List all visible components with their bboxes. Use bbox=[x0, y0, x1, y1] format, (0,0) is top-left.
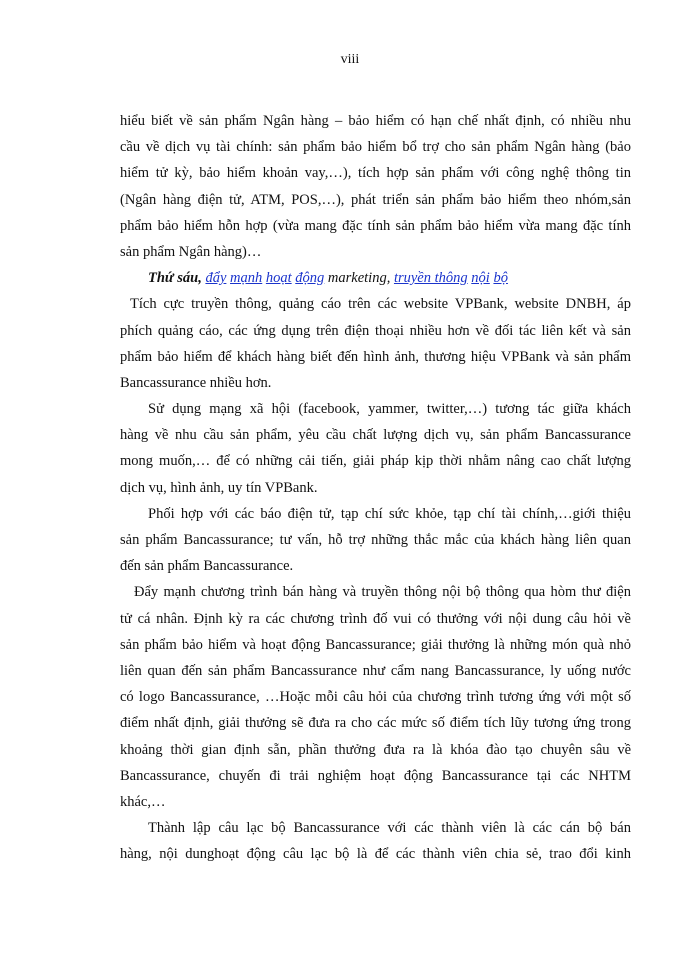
text-line: hiểm tử kỳ, bảo hiểm khoản vay,…), tích hợp sản phẩm với công nghệ thông tin bbox=[120, 165, 631, 182]
text-line: Đẩy mạnh chương trình bán hàng và truyền thông nội bộ thông qua hòm thư điện bbox=[134, 584, 631, 601]
text-line: Bancassurance nhiều hơn. bbox=[120, 374, 272, 391]
text-line: Tích cực truyền thông, quảng cáo trên các website VPBank, website DNBH, áp bbox=[130, 296, 631, 313]
text-line: (Ngân hàng điện tử, ATM, POS,…), phát triển sản phẩm bảo hiểm theo nhóm,sản bbox=[120, 191, 631, 208]
text-line: có logo Bancassurance, …Hoặc mỗi câu hỏi của chương trình tương ứng với một số bbox=[120, 689, 631, 706]
paragraph-1 bbox=[120, 291, 631, 396]
text-line: sản phẩm Ngân hàng)… bbox=[120, 243, 262, 260]
text-line: Phối hợp với các báo điện tử, tạp chí sức khỏe, tạp chí tài chính,…giới thiệu bbox=[148, 505, 631, 522]
text-line: khác,… bbox=[120, 793, 166, 810]
text-line: hàng về nhu cầu sản phẩm, yêu cầu chất lượng dịch vụ, sản phẩm Bancassurance bbox=[120, 427, 631, 444]
text-line: sản phẩm Bancassurance; tư vấn, hỗ trợ những thắc mắc của khách hàng liên quan bbox=[120, 532, 631, 548]
paragraph-5 bbox=[120, 815, 631, 867]
heading-link-2[interactable]: mạnh bbox=[230, 270, 263, 287]
heading-link-1[interactable]: đẩy bbox=[205, 270, 227, 287]
section-heading bbox=[120, 265, 631, 291]
text-line: liên quan đến sản phẩm Bancassurance như cẩm nang Bancassurance, ly uống nước bbox=[120, 662, 631, 679]
text-line: mong muốn,… để có những cải tiến, giải pháp kịp thời nhằm nâng cao chất lượng bbox=[120, 453, 631, 470]
text-line: khoảng thời gian định sẵn, phần thưởng đưa ra là khóa đào tạo chuyên sâu về bbox=[120, 741, 631, 758]
text-line: Thành lập câu lạc bộ Bancassurance với các thành viên là các cán bộ bán bbox=[148, 820, 631, 837]
text-line: dịch vụ, hình ảnh, uy tín VPBank. bbox=[120, 479, 318, 496]
text-line: Sử dụng mạng xã hội (facebook, yammer, twitter,…) tương tác giữa khách bbox=[148, 401, 631, 418]
text-line: đến sản phẩm Bancassurance. bbox=[120, 558, 294, 575]
heading-link-6[interactable]: nội bbox=[471, 270, 490, 287]
text-line: phẩm bảo hiểm để khách hàng biết đến hình ảnh, thương hiệu VPBank và sản phẩm bbox=[120, 348, 631, 365]
heading-text: marketing, bbox=[327, 270, 391, 287]
text-line: cầu về dịch vụ tài chính: sản phẩm bảo hiểm bổ trợ cho sản phẩm Ngân hàng (bảo bbox=[120, 139, 631, 156]
body-text bbox=[120, 108, 631, 867]
paragraph-4 bbox=[120, 579, 631, 815]
text-line: phẩm bảo hiểm hỗn hợp (vừa mang đặc tính sản phẩm bảo hiểm vừa mang đặc tính bbox=[120, 217, 631, 234]
paragraph-intro bbox=[120, 108, 631, 265]
text-line: tử cá nhân. Định kỳ ra các chương trình đố vui có thưởng với nội dung câu hỏi về bbox=[120, 610, 631, 627]
text-line: hiểu biết về sản phẩm Ngân hàng – bảo hiểm có hạn chế nhất định, có nhiều nhu bbox=[120, 113, 631, 129]
text-line: sản phẩm bảo hiểm và hoạt động Bancassurance; giải thưởng là những món quà nhỏ bbox=[120, 636, 631, 653]
paragraph-3 bbox=[120, 501, 631, 580]
heading-lead: Thứ sáu, bbox=[148, 270, 202, 287]
heading-link-5[interactable]: truyền thông bbox=[393, 270, 468, 287]
heading-link-7[interactable]: bộ bbox=[493, 270, 508, 287]
text-line: Bancassurance, chuyến đi trải nghiệm hoạt động Bancassurance tại các NHTM bbox=[120, 767, 631, 784]
text-line: hàng, nội dunghoạt động câu lạc bộ là để các thành viên chia sẻ, trao đổi kinh bbox=[120, 846, 631, 863]
heading-link-4[interactable]: động bbox=[295, 270, 325, 287]
text-line: điểm nhất định, giải thưởng sẽ đưa ra cho các mức số điểm tích lũy tương ứng trong bbox=[120, 715, 631, 732]
paragraph-2 bbox=[120, 396, 631, 501]
text-line: phích quảng cáo, các ứng dụng trên điện thoại nhiều hơn về đối tác liên kết và sản bbox=[120, 322, 631, 339]
heading-link-3[interactable]: hoạt bbox=[265, 270, 292, 287]
page-number: viii bbox=[340, 52, 360, 67]
